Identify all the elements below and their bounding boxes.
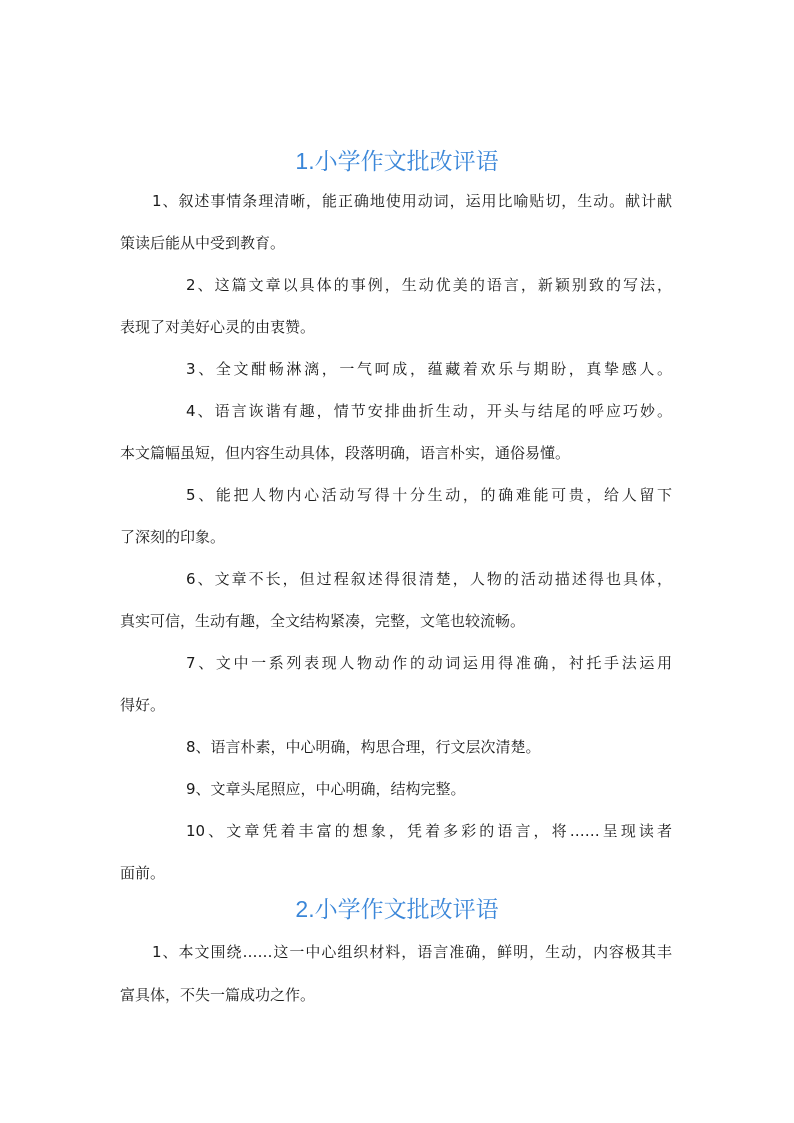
paragraph-line: 7、文中一系列表现人物动作的动词运用得准确，衬托手法运用 bbox=[186, 654, 672, 672]
paragraph-line: 本文篇幅虽短，但内容生动具体，段落明确，语言朴实，通俗易懂。 bbox=[120, 444, 571, 462]
paragraph-line: 3、全文酣畅淋漓，一气呵成，蕴藏着欢乐与期盼，真挚感人。 bbox=[186, 360, 672, 378]
paragraph-line: 了深刻的印象。 bbox=[120, 528, 226, 546]
paragraph-line: 2、这篇文章以具体的事例，生动优美的语言，新颖别致的写法， bbox=[186, 276, 672, 294]
paragraph-line: 4、语言诙谐有趣，情节安排曲折生动，开头与结尾的呼应巧妙。 bbox=[186, 402, 672, 420]
paragraph-line: 策读后能从中受到教育。 bbox=[120, 234, 286, 252]
section-1-title: 1.小学作文批改评语 bbox=[295, 148, 499, 174]
paragraph-line: 10、文章凭着丰富的想象，凭着多彩的语言，将……呈现读者 bbox=[186, 822, 672, 840]
paragraph-line: 1、叙述事情条理清晰，能正确地使用动词，运用比喻贴切，生动。献计献 bbox=[152, 192, 672, 210]
paragraph-line: 真实可信，生动有趣，全文结构紧凑，完整，文笔也较流畅。 bbox=[120, 612, 526, 630]
paragraph-line: 面前。 bbox=[120, 864, 166, 882]
paragraph-line: 6、文章不长，但过程叙述得很清楚，人物的活动描述得也具体， bbox=[186, 570, 672, 588]
paragraph-line: 9、文章头尾照应，中心明确，结构完整。 bbox=[186, 780, 466, 798]
section-2-title: 2.小学作文批改评语 bbox=[295, 896, 499, 922]
paragraph-line: 表现了对美好心灵的由衷赞。 bbox=[120, 318, 316, 336]
paragraph-line: 5、能把人物内心活动写得十分生动，的确难能可贵，给人留下 bbox=[186, 486, 672, 504]
paragraph-line: 8、语言朴素，中心明确，构思合理，行文层次清楚。 bbox=[186, 738, 541, 756]
paragraph-line: 得好。 bbox=[120, 696, 166, 714]
paragraph-line: 富具体，不失一篇成功之作。 bbox=[120, 986, 316, 1004]
paragraph-line: 1、本文围绕……这一中心组织材料，语言准确，鲜明，生动，内容极其丰 bbox=[152, 943, 672, 961]
